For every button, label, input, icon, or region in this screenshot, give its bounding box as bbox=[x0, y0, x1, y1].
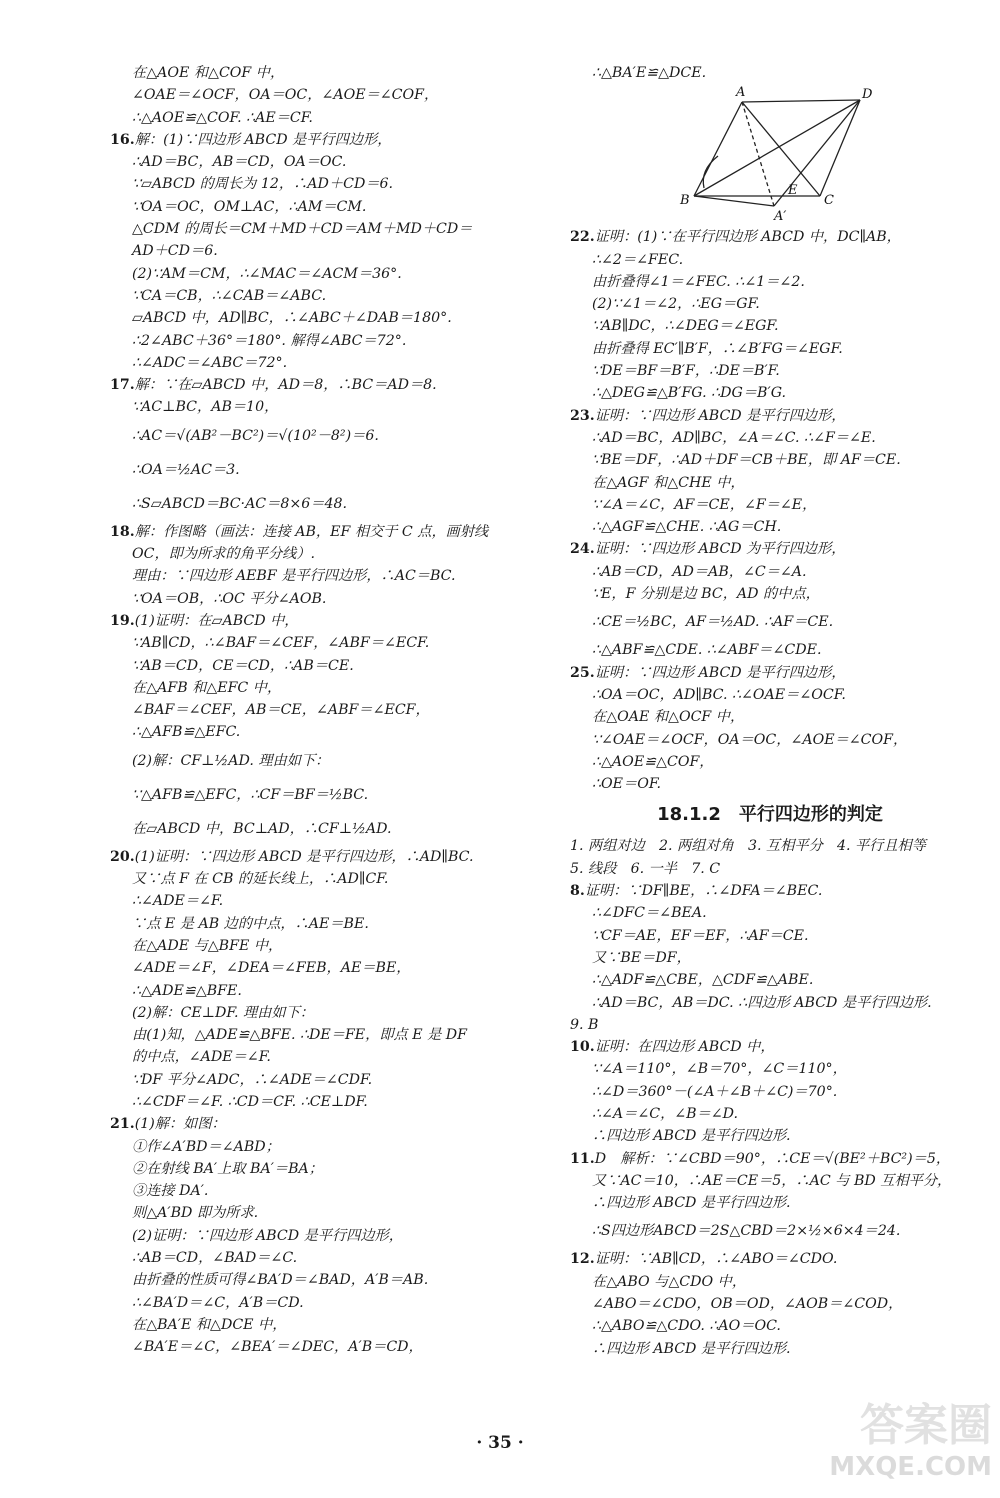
text-line bbox=[110, 1269, 535, 1291]
text-line bbox=[570, 449, 970, 471]
line-text: 则△A′BD 即为所求. bbox=[132, 1205, 259, 1222]
text-line bbox=[110, 129, 535, 151]
line-text: ∴△AOE≌△COF， bbox=[592, 753, 714, 770]
right-column bbox=[570, 62, 970, 1360]
line-text: 在△AGF 和△CHE 中， bbox=[592, 474, 745, 491]
text-line bbox=[110, 84, 535, 106]
line-text: 9. B bbox=[570, 1016, 599, 1033]
text-line bbox=[570, 992, 970, 1014]
line-text: ∴△BA′E≌△DCE. bbox=[592, 65, 707, 81]
text-line bbox=[570, 684, 970, 706]
line-text: ∴∠D＝360°－(∠A＋∠B＋∠C)＝70°. bbox=[592, 1083, 838, 1100]
text-line bbox=[110, 721, 535, 743]
line-text: (1)证明：∵四边形 ABCD 是平行四边形，∴AD∥BC. bbox=[134, 848, 474, 865]
text-line bbox=[110, 419, 535, 453]
line-text: ∵AB∥CD，∴∠BAF＝∠CEF，∠ABF＝∠ECF. bbox=[132, 635, 430, 652]
line-text: 1. 两组对边 2. 两组对角 3. 互相平分 4. 平行且相等 bbox=[570, 838, 926, 855]
line-text: ∴OA＝½AC＝3. bbox=[132, 461, 240, 478]
text-line bbox=[110, 107, 535, 129]
line-text: OC，即为所求的角平分线）. bbox=[132, 546, 316, 563]
line-text: ∴四边形 ABCD 是平行四边形. bbox=[592, 1195, 791, 1212]
text-line bbox=[110, 677, 535, 699]
text-line bbox=[110, 846, 535, 868]
text-line bbox=[110, 980, 535, 1002]
text-line bbox=[570, 947, 970, 969]
line-text: ∴∠A＝∠C，∠B＝∠D. bbox=[592, 1105, 739, 1122]
line-text: ∴AB＝CD，AD＝AB，∠C＝∠A. bbox=[592, 563, 807, 580]
text-line bbox=[570, 1248, 970, 1270]
question-number: 11. bbox=[570, 1150, 595, 1167]
text-line bbox=[570, 1293, 970, 1315]
question-number: 17. bbox=[110, 377, 135, 394]
question-number: 16. bbox=[110, 131, 135, 148]
line-text: ∴AD＝BC，AB＝CD，OA＝OC. bbox=[132, 154, 347, 171]
geometry-figure bbox=[570, 84, 970, 226]
question-number: 23. bbox=[570, 407, 595, 424]
text-line bbox=[570, 293, 970, 315]
line-text: ∵OA＝OC，OM⊥AC，∴AM＝CM. bbox=[132, 198, 367, 215]
text-line bbox=[570, 706, 970, 728]
line-text: 又∵AC＝10，∴AE＝CE＝5，∴AC 与 BD 互相平分， bbox=[592, 1172, 952, 1189]
question-number: 20. bbox=[110, 848, 135, 865]
label-d: D bbox=[862, 87, 873, 103]
line-text: ∵OA＝OB，∴OC 平分∠AOB. bbox=[132, 590, 327, 607]
text-line bbox=[570, 427, 970, 449]
line-text: ∴△ADF≌△CBE，△CDF≌△ABE. bbox=[592, 972, 814, 989]
line-text: ∴∠DFC＝∠BEA. bbox=[592, 905, 707, 922]
line-text: △CDM 的周长＝CM＋MD＋CD＝AM＋MD＋CD＝ bbox=[132, 221, 473, 238]
line-text: ∴∠2＝∠FEC. bbox=[592, 251, 684, 268]
text-line bbox=[110, 263, 535, 285]
right-top-lines bbox=[570, 62, 970, 84]
text-line bbox=[570, 1036, 970, 1058]
line-text: 在▱ABCD 中，BC⊥AD，∴CF⊥½AD. bbox=[132, 820, 392, 837]
text-line bbox=[110, 330, 535, 352]
line-text: ∴CE＝½BC，AF＝½AD. ∴AF＝CE. bbox=[592, 614, 834, 631]
text-line bbox=[570, 880, 970, 902]
line-text: ②在射线 BA′上取 BA′＝BA； bbox=[132, 1160, 323, 1177]
text-line bbox=[110, 655, 535, 677]
text-line bbox=[110, 632, 535, 654]
question-number: 25. bbox=[570, 664, 595, 681]
text-line bbox=[570, 773, 970, 795]
line-text: ▱ABCD 中，AD∥BC，∴∠ABC＋∠DAB＝180°. bbox=[132, 310, 452, 327]
line-text: 在△ABO 与△CDO 中， bbox=[592, 1273, 747, 1290]
text-line bbox=[570, 729, 970, 751]
label-b: B bbox=[680, 193, 690, 209]
text-line bbox=[110, 487, 535, 521]
text-line bbox=[110, 913, 535, 935]
text-line bbox=[570, 1103, 970, 1125]
line-text: ∴△ABO≌△CDO. ∴AO＝OC. bbox=[592, 1318, 781, 1335]
line-text: (1)证明：在▱ABCD 中， bbox=[134, 612, 299, 629]
text-line bbox=[110, 307, 535, 329]
label-a: A bbox=[736, 85, 746, 101]
line-text: ∵∠A＝110°，∠B＝70°，∠C＝110°， bbox=[592, 1061, 847, 1078]
line-text: ∴∠ADE＝∠F. bbox=[132, 893, 224, 910]
text-line bbox=[110, 957, 535, 979]
text-line bbox=[570, 1125, 970, 1147]
text-line bbox=[570, 1081, 970, 1103]
question-number: 18. bbox=[110, 523, 135, 540]
text-line bbox=[570, 639, 970, 661]
text-line bbox=[110, 1113, 535, 1135]
text-line bbox=[110, 1314, 535, 1336]
line-text: 由折叠得∠1＝∠FEC. ∴∠1＝∠2. bbox=[592, 273, 805, 290]
text-line bbox=[110, 240, 535, 262]
watermark-logo: 答案圈 bbox=[860, 1400, 992, 1451]
line-text: (2)∵AM＝CM，∴∠MAC＝∠ACM＝36°. bbox=[132, 265, 402, 282]
text-line bbox=[570, 1271, 970, 1293]
text-line bbox=[570, 1192, 970, 1214]
line-text: ∵BE＝DF，∴AD＋DF＝CB＋BE，即 AF＝CE. bbox=[592, 452, 901, 469]
line-text: (2)解：CE⊥DF. 理由如下： bbox=[132, 1004, 314, 1021]
line-text: 证明：(1)∵在平行四边形 ABCD 中，DC∥AB， bbox=[594, 229, 901, 246]
text-line bbox=[110, 778, 535, 812]
text-line bbox=[110, 1336, 535, 1358]
line-text: ∠ADE＝∠F，∠DEA＝∠FEB，AE＝BE， bbox=[132, 960, 411, 977]
line-text: ∠ABO＝∠CDO，OB＝OD，∠AOB＝∠COD， bbox=[592, 1296, 903, 1313]
label-c: C bbox=[824, 193, 834, 209]
line-text: ∵DF 平分∠ADC，∴∠ADE＝∠CDF. bbox=[132, 1071, 373, 1088]
text-line bbox=[570, 360, 970, 382]
page-number: · 35 · bbox=[476, 1433, 524, 1453]
line-text: ∴△AGF≌△CHE. ∴AG＝CH. bbox=[592, 519, 782, 536]
line-text: (2)∵∠1＝∠2，∴EG＝GF. bbox=[592, 296, 760, 313]
text-line bbox=[110, 1180, 535, 1202]
line-text: 解：∵在▱ABCD 中，AD＝8，∴BC＝AD＝8. bbox=[134, 377, 437, 394]
line-text: ∵▱ABCD 的周长为 12，∴AD＋CD＝6. bbox=[132, 176, 394, 193]
text-line bbox=[570, 271, 970, 293]
line-text: ∴2∠ABC＋36°＝180°. 解得∠ABC＝72°. bbox=[132, 332, 407, 349]
text-line bbox=[110, 218, 535, 240]
line-text: 证明：在四边形 ABCD 中， bbox=[594, 1039, 775, 1056]
line-text: ①作∠A′BD＝∠ABD； bbox=[132, 1138, 280, 1155]
line-text: ∵点 E 是 AB 边的中点，∴AE＝BE. bbox=[132, 915, 369, 932]
text-line bbox=[110, 151, 535, 173]
diagonal-ac bbox=[742, 102, 820, 199]
text-line bbox=[110, 396, 535, 418]
watermark bbox=[802, 1400, 992, 1490]
text-line bbox=[110, 1247, 535, 1269]
text-line bbox=[570, 835, 970, 857]
line-text: 在△AFB 和△EFC 中， bbox=[132, 679, 282, 696]
text-line bbox=[570, 405, 970, 427]
text-line bbox=[570, 1058, 970, 1080]
right-main-lines bbox=[570, 226, 970, 795]
text-line bbox=[110, 196, 535, 218]
line-text: ∵△AFB≌△EFC，∴CF＝BF＝½BC. bbox=[132, 786, 369, 803]
text-line bbox=[110, 1158, 535, 1180]
line-text: ∴△DEG≌△B′FG. ∴DG＝B′G. bbox=[592, 385, 787, 402]
line-text: 证明：∵四边形 ABCD 为平行四边形， bbox=[594, 541, 846, 558]
line-text: 解：作图略（画法：连接 AB，EF 相交于 C 点，画射线 bbox=[134, 523, 489, 540]
line-text: ∴△AFB≌△EFC. bbox=[132, 724, 241, 741]
text-line bbox=[110, 588, 535, 610]
question-number: 10. bbox=[570, 1039, 595, 1056]
text-line bbox=[570, 538, 970, 560]
line-text: ∴△ABF≌△CDE. ∴∠ABF＝∠CDE. bbox=[592, 642, 822, 659]
text-line bbox=[570, 62, 970, 84]
line-text: ∴S四边形ABCD＝2S△CBD＝2×½×6×4＝24. bbox=[592, 1223, 901, 1240]
line-text: 证明：∵DF∥BE，∴∠DFA＝∠BEC. bbox=[584, 883, 823, 900]
line-text: ∴△AOE≌△COF. ∴AE＝CF. bbox=[132, 109, 313, 126]
line-text: ∵CA＝CB，∴∠CAB＝∠ABC. bbox=[132, 287, 327, 304]
line-text: D 解析：∵∠CBD＝90°，∴CE＝√(BE²＋BC²)＝5， bbox=[594, 1150, 951, 1167]
line-text: ∵AB∥DC，∴∠DEG＝∠EGF. bbox=[592, 318, 779, 335]
line-text: ∴△ADE≌△BFE. bbox=[132, 982, 242, 999]
line-text: 在△ADE 与△BFE 中， bbox=[132, 937, 283, 954]
text-line bbox=[570, 338, 970, 360]
edge-dc bbox=[820, 100, 860, 196]
text-line bbox=[570, 382, 970, 404]
line-text: ∴OA＝OC，AD∥BC. ∴∠OAE＝∠OCF. bbox=[592, 686, 846, 703]
right-second-lines bbox=[570, 835, 970, 1360]
text-line bbox=[110, 1046, 535, 1068]
line-text: ∵AC⊥BC，AB＝10， bbox=[132, 399, 279, 416]
line-text: ∴四边形 ABCD 是平行四边形. bbox=[592, 1128, 791, 1145]
segment-da-prime bbox=[774, 100, 860, 209]
question-number: 22. bbox=[570, 229, 595, 246]
line-text: ∵AB＝CD，CE＝CD，∴AB＝CE. bbox=[132, 657, 354, 674]
line-text: 由折叠得 EC′∥B′F，∴∠B′FG＝∠EGF. bbox=[592, 340, 843, 357]
text-line bbox=[110, 610, 535, 632]
text-line bbox=[570, 583, 970, 605]
left-column bbox=[110, 62, 535, 1359]
line-text: ∵CF＝AE，EF＝EF，∴AF＝CE. bbox=[592, 927, 809, 944]
line-text: ∴AC＝√(AB²－BC²)＝√(10²－8²)＝6. bbox=[132, 427, 379, 444]
line-text: 解：(1)∵四边形 ABCD 是平行四边形， bbox=[134, 131, 392, 148]
line-text: 由(1)知，△ADE≌△BFE. ∴DE＝FE，即点 E 是 DF bbox=[132, 1027, 467, 1044]
line-text: ∠OAE＝∠OCF，OA＝OC，∠AOE＝∠COF， bbox=[132, 87, 439, 104]
text-line bbox=[570, 226, 970, 248]
question-number: 24. bbox=[570, 541, 595, 558]
line-text: (2)证明：∵四边形 ABCD 是平行四边形， bbox=[132, 1227, 403, 1244]
line-text: ∴∠ADC＝∠ABC＝72°. bbox=[132, 354, 288, 371]
text-line bbox=[570, 605, 970, 639]
text-line bbox=[110, 543, 535, 565]
watermark-site: MXQE.COM bbox=[829, 1452, 992, 1482]
line-text: 又∵点 F 在 CB 的延长线上，∴AD∥CF. bbox=[132, 871, 389, 888]
text-line bbox=[110, 453, 535, 487]
text-line bbox=[110, 521, 535, 543]
question-number: 8. bbox=[570, 883, 585, 900]
line-text: 又∵BE＝DF， bbox=[592, 949, 691, 966]
text-line bbox=[570, 1170, 970, 1192]
line-text: (1)解：如图： bbox=[134, 1116, 226, 1133]
text-line bbox=[110, 565, 535, 587]
text-line bbox=[570, 751, 970, 773]
line-text: 由折叠的性质可得∠BA′D＝∠BAD，A′B＝AB. bbox=[132, 1272, 429, 1289]
line-text: 在△OAE 和△OCF 中， bbox=[592, 709, 745, 726]
text-line bbox=[570, 1338, 970, 1360]
text-line bbox=[110, 352, 535, 374]
text-line bbox=[110, 1202, 535, 1224]
line-text: ∠BAF＝∠CEF，AB＝CE，∠ABF＝∠ECF， bbox=[132, 702, 430, 719]
text-line bbox=[110, 890, 535, 912]
edge-ad bbox=[742, 100, 860, 102]
text-line bbox=[110, 173, 535, 195]
question-number: 21. bbox=[110, 1116, 135, 1133]
text-line bbox=[570, 969, 970, 991]
text-line bbox=[570, 516, 970, 538]
text-line bbox=[110, 374, 535, 396]
text-line bbox=[110, 285, 535, 307]
text-line bbox=[570, 315, 970, 337]
label-a-prime: A′ bbox=[774, 209, 787, 225]
text-line bbox=[570, 662, 970, 684]
text-line bbox=[110, 1292, 535, 1314]
line-text: ∠BA′E＝∠C，∠BEA′＝∠DEC，A′B＝CD， bbox=[132, 1339, 423, 1356]
line-text: ∵∠A＝∠C，AF＝CE，∠F＝∠E， bbox=[592, 496, 817, 513]
text-line bbox=[110, 1069, 535, 1091]
line-text: ∴∠BA′D＝∠C，A′B＝CD. bbox=[132, 1294, 304, 1311]
text-line bbox=[570, 1148, 970, 1170]
line-text: 5. 线段 6. 一半 7. C bbox=[570, 860, 721, 877]
line-text: ∴四边形 ABCD 是平行四边形. bbox=[592, 1340, 791, 1357]
text-line bbox=[110, 868, 535, 890]
line-text: ∴∠CDF＝∠F. ∴CD＝CF. ∴CE⊥DF. bbox=[132, 1093, 368, 1110]
text-line bbox=[570, 1315, 970, 1337]
text-line bbox=[570, 472, 970, 494]
line-text: 的中点，∠ADE＝∠F. bbox=[132, 1049, 271, 1066]
line-text: ∴AB＝CD，∠BAD＝∠C. bbox=[132, 1250, 298, 1267]
text-line bbox=[570, 858, 970, 880]
text-line bbox=[110, 935, 535, 957]
line-text: ∵E，F 分别是边 BC，AD 的中点， bbox=[592, 586, 820, 603]
line-text: 证明：∵四边形 ABCD 是平行四边形， bbox=[594, 407, 846, 424]
question-number: 19. bbox=[110, 612, 135, 629]
text-line bbox=[110, 1225, 535, 1247]
text-line bbox=[110, 1091, 535, 1113]
text-line bbox=[110, 1002, 535, 1024]
text-line bbox=[570, 249, 970, 271]
text-line bbox=[110, 62, 535, 84]
label-e: E bbox=[788, 183, 798, 199]
line-text: ∵∠OAE＝∠OCF，OA＝OC，∠AOE＝∠COF， bbox=[592, 731, 908, 748]
line-text: AD＋CD＝6. bbox=[132, 243, 218, 260]
line-text: ∴S▱ABCD＝BC·AC＝8×6＝48. bbox=[132, 495, 348, 512]
text-line bbox=[570, 494, 970, 516]
text-line bbox=[570, 1014, 970, 1036]
text-line bbox=[110, 1136, 535, 1158]
text-line bbox=[570, 1214, 970, 1248]
line-text: 在△AOE 和△COF 中， bbox=[132, 65, 285, 81]
text-line bbox=[110, 699, 535, 721]
line-text: 在△BA′E 和△DCE 中， bbox=[132, 1316, 287, 1333]
line-text: ∴OE＝OF. bbox=[592, 776, 661, 793]
parallelogram-diagram bbox=[670, 84, 873, 225]
question-number: 12. bbox=[570, 1251, 595, 1268]
text-line bbox=[570, 925, 970, 947]
text-line bbox=[110, 812, 535, 846]
line-text: ∴AD＝BC，AB＝DC. ∴四边形 ABCD 是平行四边形. bbox=[592, 994, 932, 1011]
line-text: (2)解：CF⊥½AD. 理由如下： bbox=[132, 752, 330, 769]
line-text: ∵DE＝BF＝B′F，∴DE＝B′F. bbox=[592, 363, 780, 380]
section-heading: 18.1.2 平行四边形的判定 bbox=[657, 804, 883, 826]
text-line bbox=[570, 561, 970, 583]
line-text: 理由：∵四边形 AEBF 是平行四边形，∴AC＝BC. bbox=[132, 568, 456, 585]
segment-ba-prime bbox=[694, 196, 774, 206]
text-line bbox=[570, 902, 970, 924]
fold-dashed-line bbox=[742, 102, 774, 206]
line-text: 证明：∵四边形 ABCD 是平行四边形， bbox=[594, 664, 846, 681]
line-text: ③连接 DA′. bbox=[132, 1183, 209, 1200]
text-line bbox=[110, 744, 535, 778]
line-text: ∴AD＝BC，AD∥BC，∠A＝∠C. ∴∠F＝∠E. bbox=[592, 429, 876, 446]
line-text: 证明：∵AB∥CD，∴∠ABO＝∠CDO. bbox=[594, 1251, 838, 1268]
text-line bbox=[110, 1024, 535, 1046]
